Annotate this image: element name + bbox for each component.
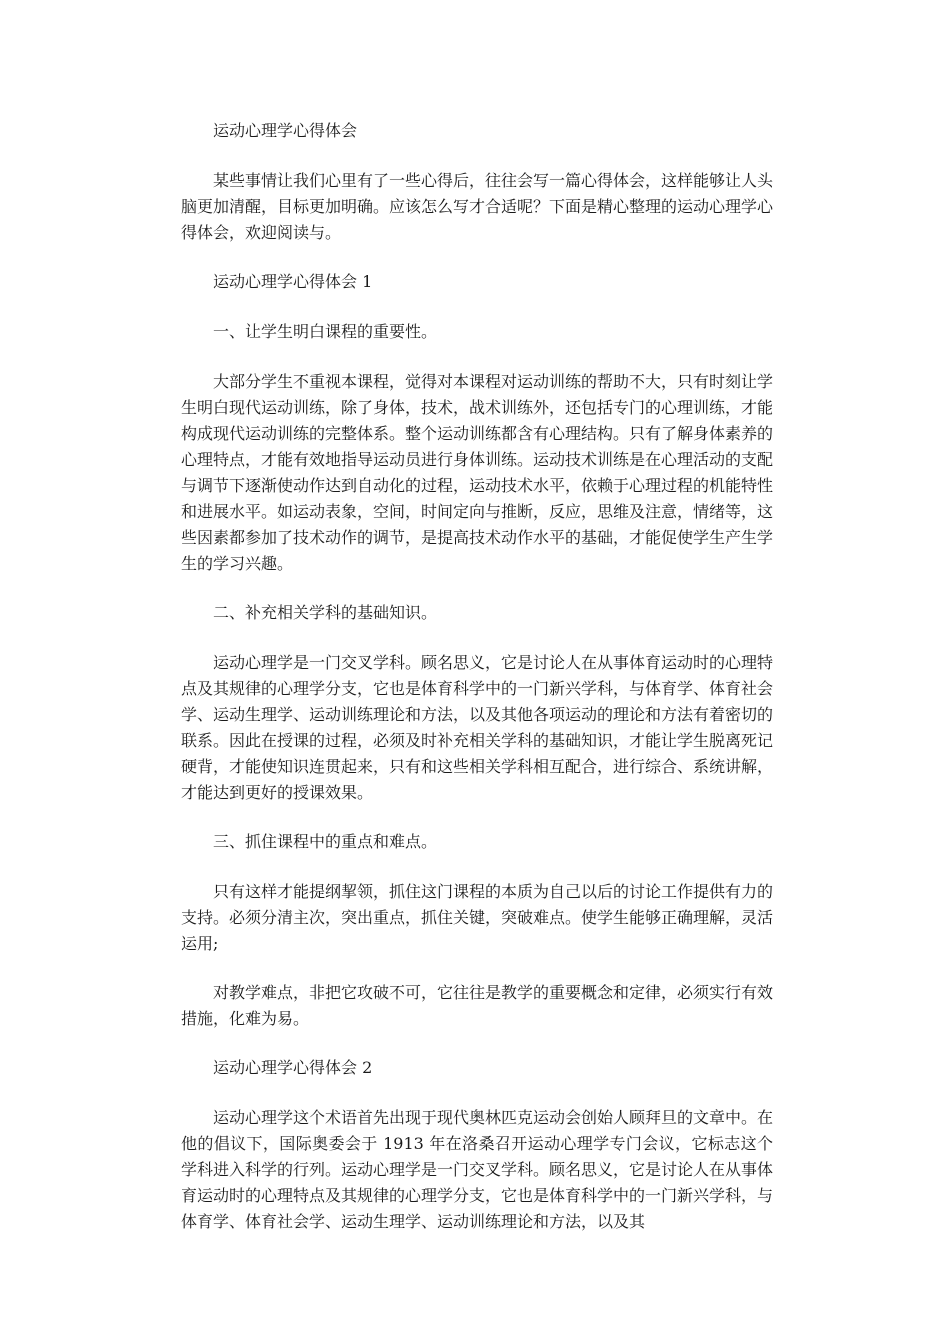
intro-paragraph: 某些事情让我们心里有了一些心得后，往往会写一篇心得体会，这样能够让人头脑更加清醒，目标更加明确。应该怎么写才合适呢？下面是精心整理的运动心理学心得体会，欢迎阅读与。: [181, 171, 774, 242]
section-2-title: 运动心理学心得体会 2: [213, 1058, 373, 1077]
document-page: [181, 118, 773, 1258]
section-1-title: 运动心理学心得体会 1: [213, 272, 373, 291]
section-1-paragraph-4: 对教学难点，非把它攻破不可，它往往是教学的重要概念和定律，必须实行有效措施，化难为易。: [181, 983, 774, 1028]
section-1-heading-3: 三、抓住课程中的重点和难点。: [213, 832, 438, 851]
section-1-paragraph-3: 只有这样才能提纲挈领，抓住这门课程的本质为自己以后的讨论工作提供有力的支持。必须分清主次，突出重点，抓住关键，突破难点。使学生能够正确理解，灵活运用;: [181, 882, 774, 953]
section-1-paragraph-2: 运动心理学是一门交叉学科。顾名思义，它是讨论人在从事体育运动时的心理特点及其规律的心理学分支，它也是体育科学中的一门新兴学科，与体育学、体育社会学、运动生理学、运动训练理论和方法，以及其他各项运动的理论和方法有着密切的联系。因此在授课的过程，必须及时补充相关学科的基础知识，才能让学生脱离死记硬背，才能使知识连贯起来，只有和这些相关学科相互配合，进行综合、系统讲解，才能达到更好的授课效果。: [181, 653, 774, 802]
section-1-heading-1: 一、让学生明白课程的重要性。: [213, 322, 438, 341]
section-1-heading-2: 二、补充相关学科的基础知识。: [213, 603, 438, 622]
section-1-paragraph-1: 大部分学生不重视本课程，觉得对本课程对运动训练的帮助不大，只有时刻让学生明白现代运动训练，除了身体，技术，战术训练外，还包括专门的心理训练，才能构成现代运动训练的完整体系。整个运动训练都含有心理结构。只有了解身体素养的心理特点，才能有效地指导运动员进行身体训练。运动技术训练是在心理活动的支配与调节下逐渐使动作达到自动化的过程，运动技术水平，依赖于心理过程的机能特性和进展水平。如运动表象，空间，时间定向与推断，反应，思维及注意，情绪等，这些因素都参加了技术动作的调节，是提高技术动作水平的基础，才能促使学生产生学生的学习兴趣。: [181, 372, 774, 573]
document-title: 运动心理学心得体会: [213, 121, 358, 140]
section-2-paragraph-1: 运动心理学这个术语首先出现于现代奥林匹克运动会创始人顾拜旦的文章中。在他的倡议下，国际奥委会于 1913 年在洛桑召开运动心理学专门会议，它标志这个学科进入科学的行列。运动心理学是一门交叉学科。顾名思义，它是讨论人在从事体育运动时的心理特点及其规律的心理学分支，它也是体育科学中的一门新兴学科，与体育学、体育社会学、运动生理学、运动训练理论和方法，以及其: [181, 1108, 774, 1231]
